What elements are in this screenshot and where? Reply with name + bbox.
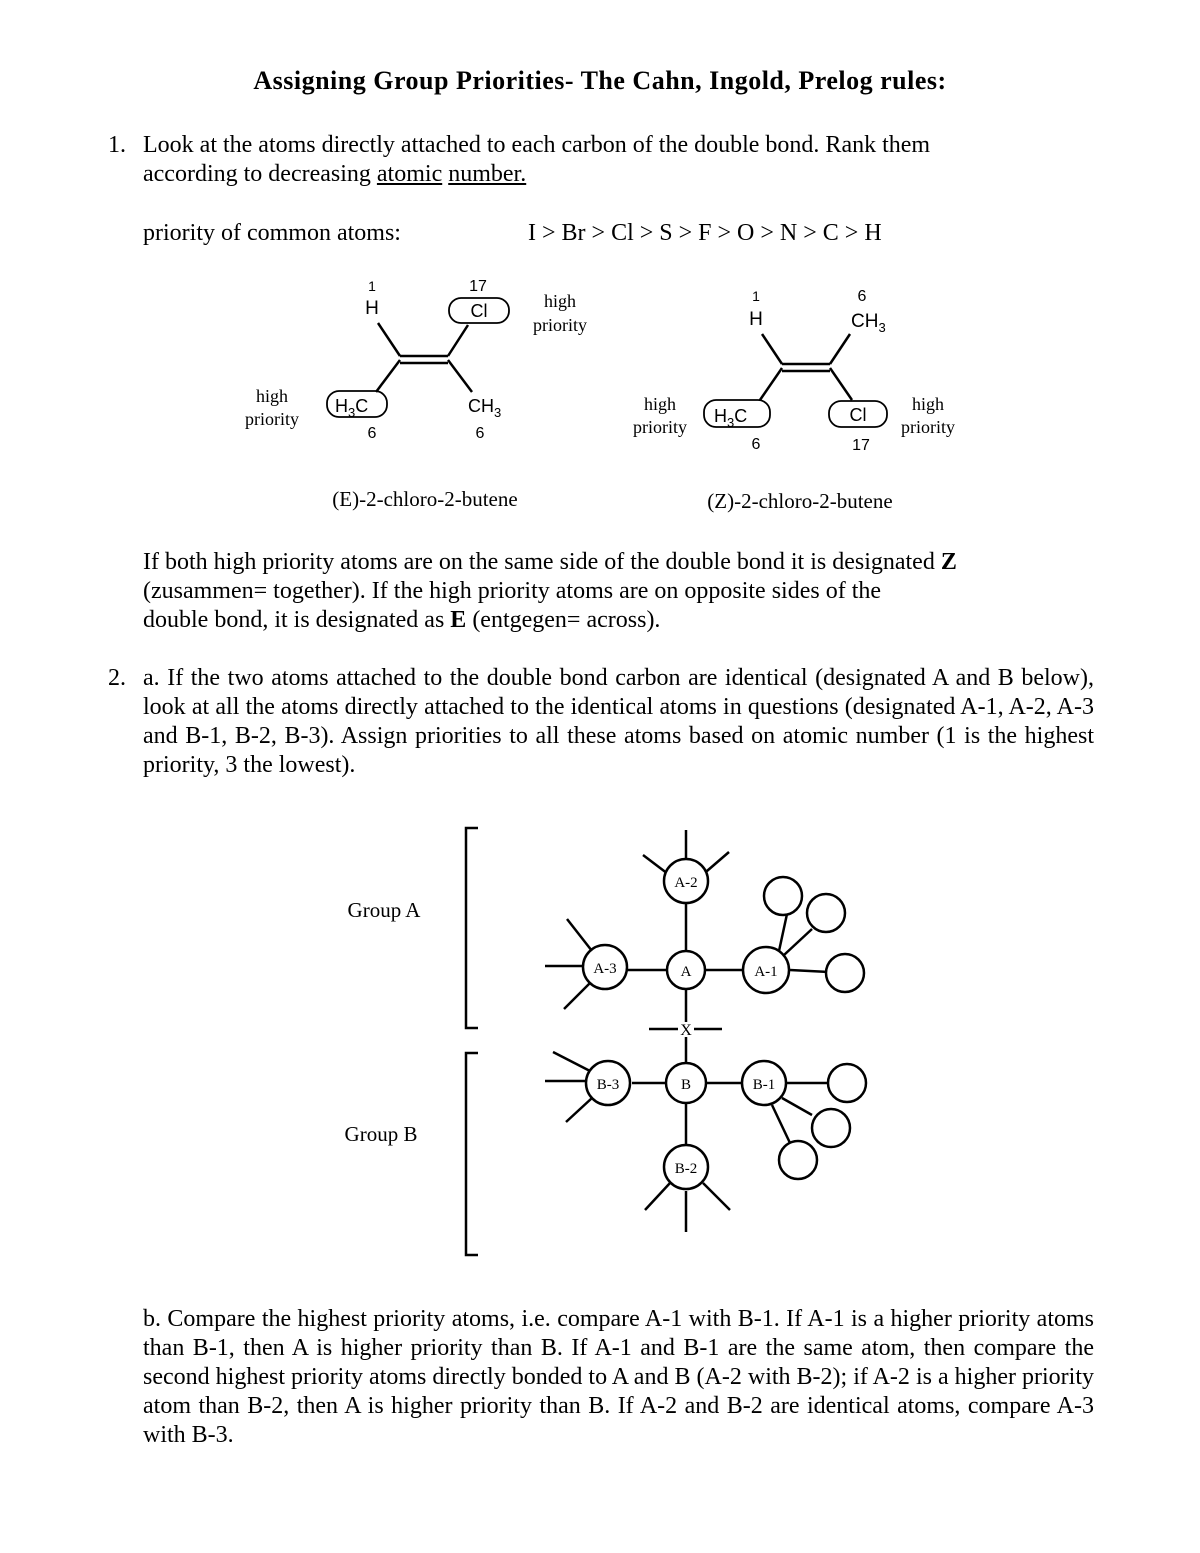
bold-e: E: [450, 607, 467, 633]
rule-1-line-2: according to decreasing atomic number.: [143, 161, 527, 187]
ez-explanation: [143, 548, 1123, 635]
caption-e: (E)-2-chloro-2-butene: [332, 487, 518, 511]
group-a-label: Group A: [347, 898, 421, 922]
e-h-number: 1: [368, 278, 376, 294]
label-b3: B-3: [596, 1077, 620, 1093]
e-h3c-note-2: priority: [245, 409, 299, 429]
z-ch3-label: $CH_3$: [851, 311, 886, 335]
z-cl-number: 17: [852, 437, 870, 454]
rule-2a-text: a. If the two atoms attached to the double bond carbon are identical (designated A and B below), look at all the atoms directly attached to the identical atoms in questions (designated A-1, A-2, A-3 and B-1, B-2, B-3). Assign priorities to all these atoms based on atomic number (1 is the highest priority, 3 the lowest).: [143, 665, 1094, 778]
atom-b1-sub-1: [828, 1064, 866, 1102]
label-a2: A-2: [674, 875, 698, 891]
label-b1: B-1: [752, 1077, 776, 1093]
z-cl-note-1: high: [911, 394, 945, 414]
e-h3c-note-1: high: [255, 386, 289, 406]
atom-a1-sub-1: [764, 877, 802, 915]
z-h3c-label: $H_3C$: [714, 406, 748, 430]
atom-a1-sub-2: [807, 894, 845, 932]
underlined-number: number.: [448, 161, 527, 187]
label-a1: A-1: [754, 964, 778, 980]
underlined-atomic: atomic: [376, 161, 443, 187]
priority-order: I > Br > Cl > S > F > O > N > C > H: [528, 220, 882, 246]
z-h3c-note-1: high: [643, 394, 677, 414]
page-title: Assigning Group Priorities- The Cahn, Ingold, Prelog rules:: [253, 66, 947, 95]
e-cl-number: 17: [469, 278, 487, 295]
label-b2: B-2: [674, 1161, 698, 1177]
caption-z: (Z)-2-chloro-2-butene: [707, 489, 893, 513]
z-h3c-number: 6: [751, 436, 761, 453]
z-cl-note-2: priority: [901, 417, 955, 437]
alkene-structures: [0, 270, 1200, 520]
e-cl-note-2: priority: [533, 315, 587, 335]
label-x: X: [680, 1022, 692, 1039]
rule-2-number: 2.: [108, 665, 126, 691]
z-cl-label: Cl: [849, 405, 867, 425]
e-cl-note-1: high: [543, 291, 577, 311]
atom-b1-sub-2: [812, 1109, 850, 1147]
atom-b1-sub-3: [779, 1141, 817, 1179]
z-h-number: 1: [752, 288, 760, 304]
e-h3c-label: $H_3C$: [335, 396, 369, 420]
e-h-label: H: [365, 298, 379, 319]
ez-line-2: (zusammen= together). If the high priority atoms are on opposite sides of the: [143, 578, 882, 604]
e-ch3-number: 6: [475, 425, 485, 442]
structure-z: [633, 288, 955, 454]
group-priority-diagram: [0, 815, 1200, 1265]
atom-a1-sub-3: [826, 954, 864, 992]
label-a: A: [680, 964, 692, 980]
priority-label: priority of common atoms:: [143, 220, 401, 246]
e-ch3-label: $CH_3$: [468, 396, 502, 420]
e-cl-label: Cl: [470, 301, 488, 321]
group-b-label: Group B: [344, 1122, 418, 1146]
z-ch3-number: 6: [857, 288, 867, 305]
rule-2b-text: b. Compare the highest priority atoms, i.e. compare A-1 with B-1. If A-1 is a higher priority atoms than B-1, then A is higher priority than B. If A-1 and B-1 are the same atom, then compare the second highest priority atoms directly bonded to A and B (A-2 with B-2); if A-2 is a higher priority atom than B-2, then A is higher priority than B. If A-2 and B-2 are identical atoms, compare A-3 with B-3.: [143, 1306, 1094, 1448]
ez-line-1: If both high priority atoms are on the same side of the double bond it is designated Z: [143, 549, 957, 575]
label-a3: A-3: [593, 961, 617, 977]
bold-z: Z: [940, 549, 957, 575]
rule-1-line-1: Look at the atoms directly attached to each carbon of the double bond. Rank them: [143, 132, 931, 158]
z-h3c-note-2: priority: [633, 417, 687, 437]
structure-e: [245, 278, 587, 442]
rule-1-number: 1.: [108, 132, 126, 158]
e-h3c-number: 6: [367, 425, 377, 442]
label-b: B: [680, 1077, 692, 1093]
ez-line-3: double bond, it is designated as E (entgegen= across).: [143, 607, 661, 633]
rule-1-text: [143, 131, 1103, 189]
z-h-label: H: [749, 309, 763, 330]
